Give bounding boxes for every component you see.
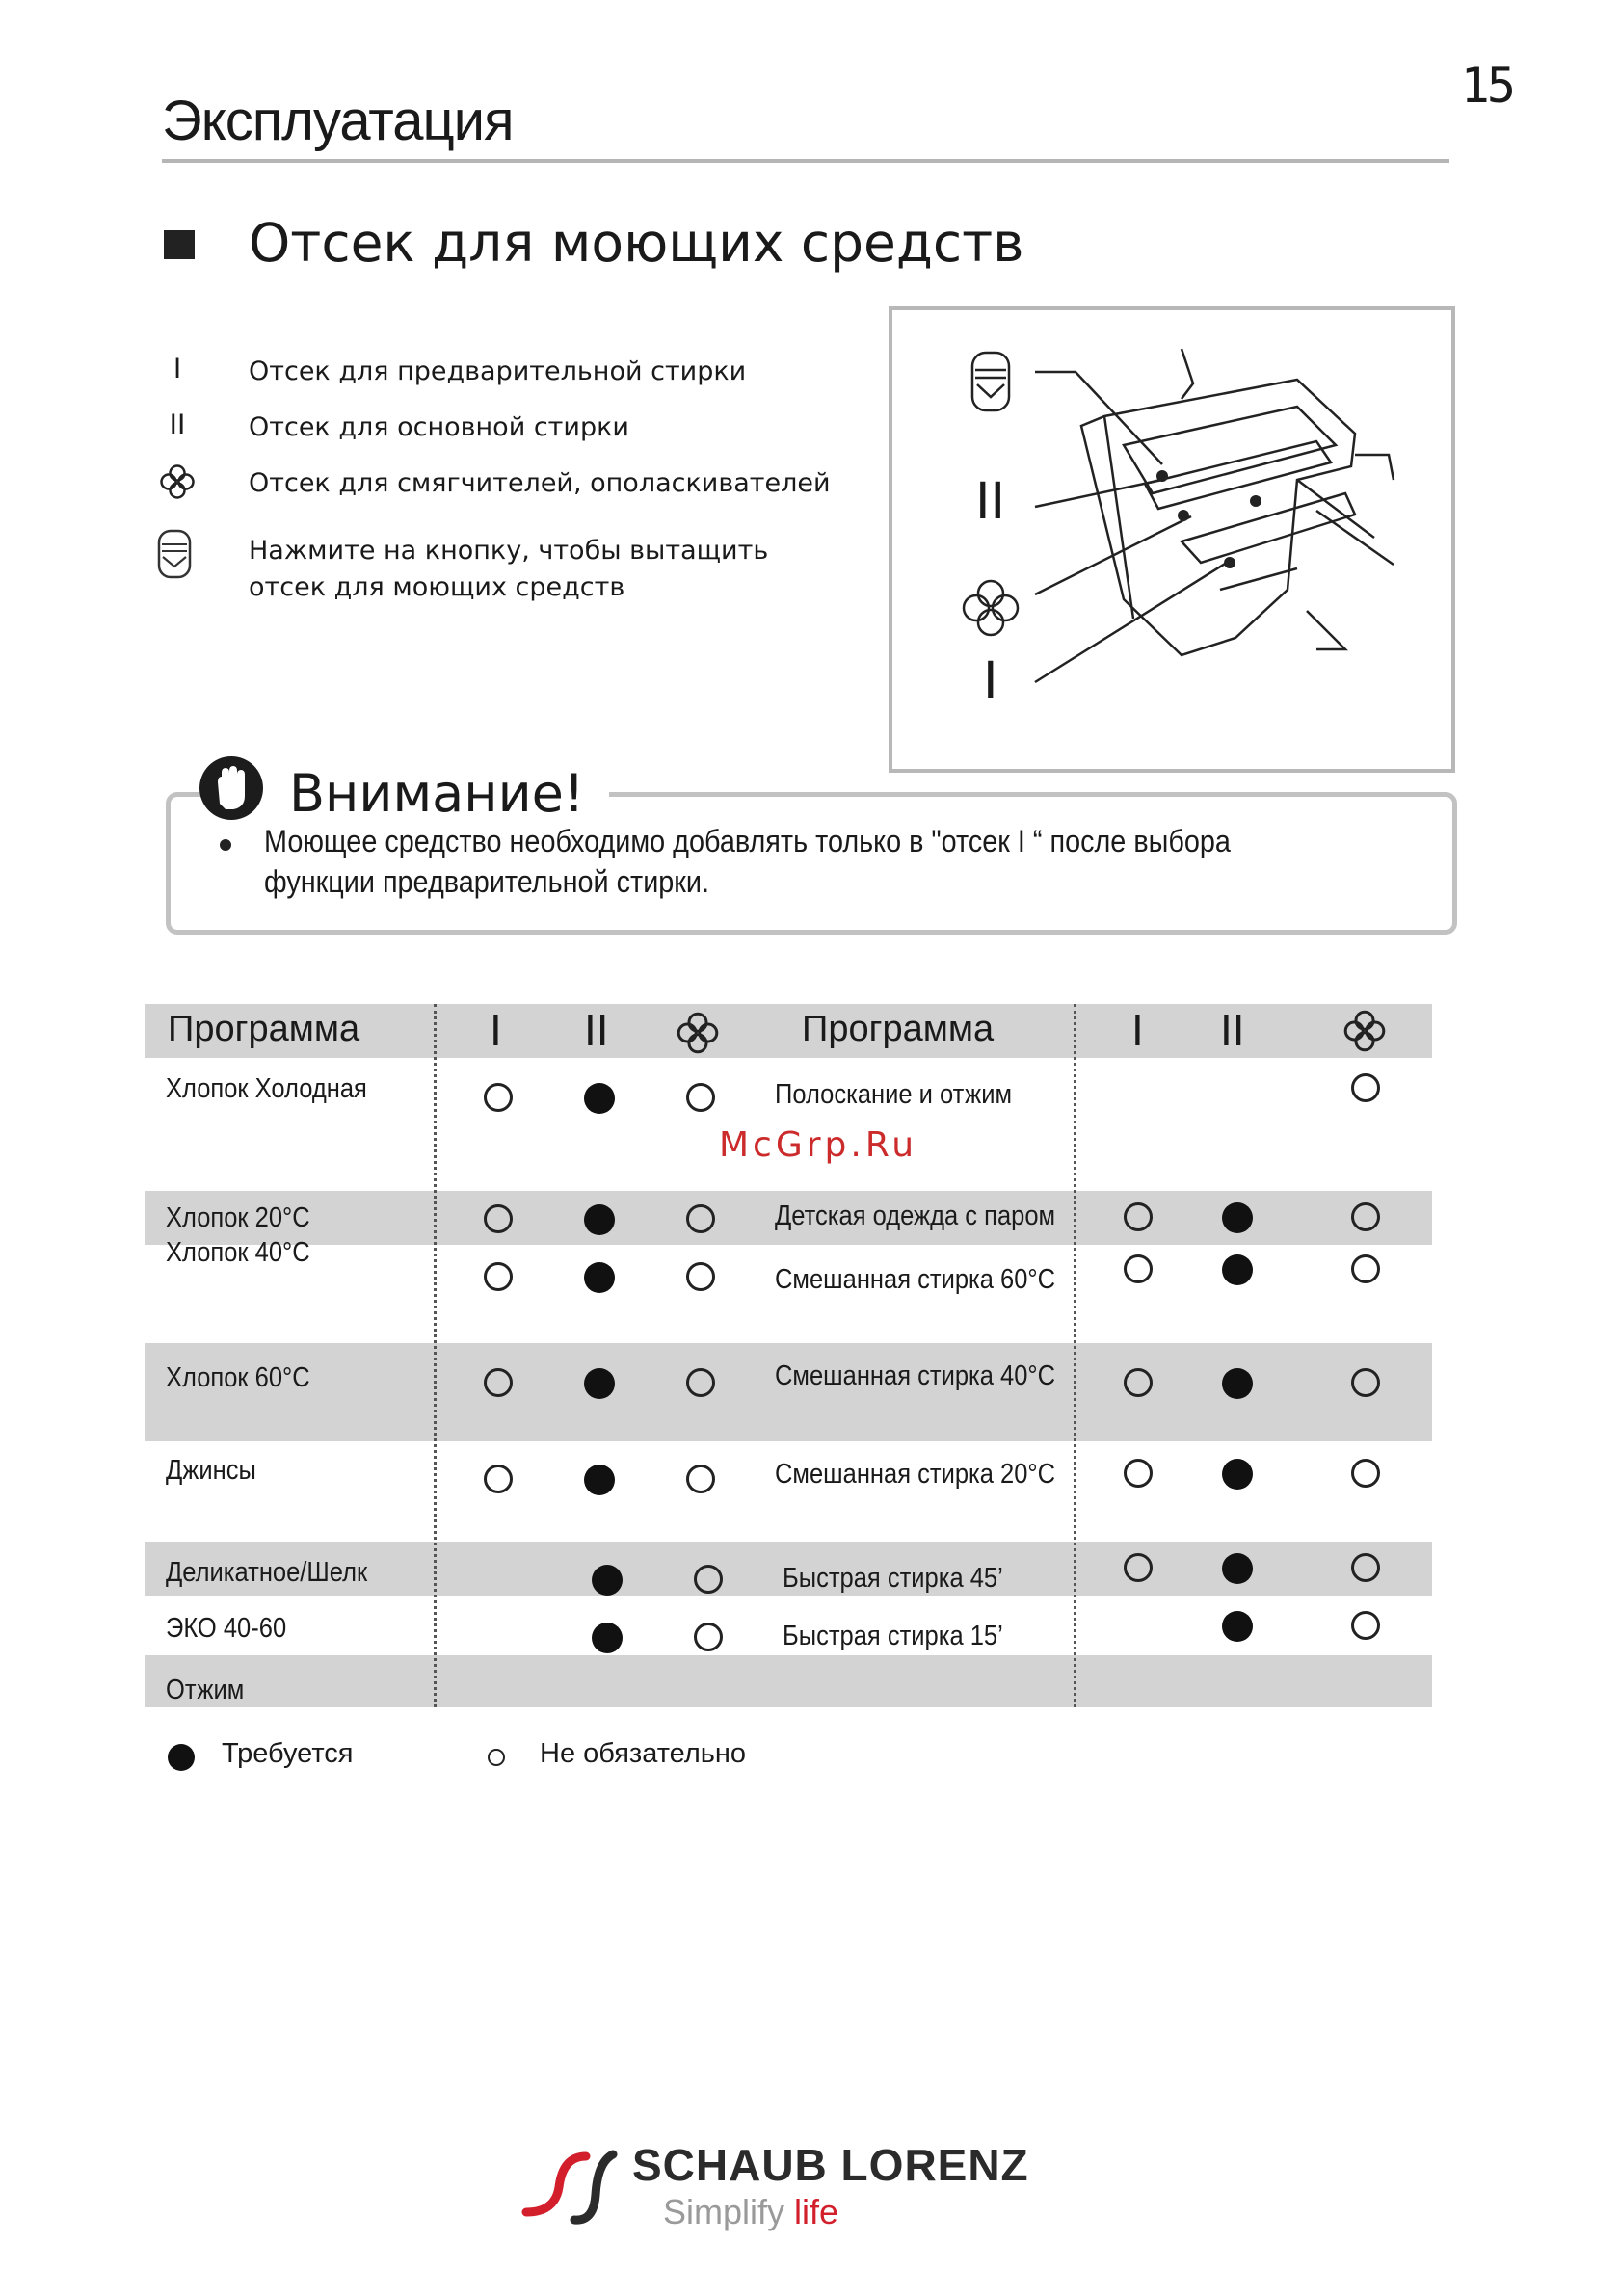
optional-dot-icon (484, 1262, 513, 1291)
brand-logo-icon (517, 2145, 628, 2231)
dispenser-drawing (892, 310, 1451, 769)
bullet-icon (220, 839, 231, 851)
optional-dot-icon (1351, 1611, 1380, 1640)
program-name-right: Детская одежда с паром (775, 1201, 1056, 1231)
header-i-left: I (490, 1005, 502, 1055)
brand-tagline-main: Simplify (663, 2192, 785, 2231)
brand-name: SCHAUB LORENZ (632, 2140, 1029, 2190)
flower-icon (158, 462, 197, 501)
optional-dot-icon (1124, 1202, 1153, 1231)
drawer-button-icon (156, 528, 193, 580)
warning-title: Внимание! (289, 763, 585, 824)
optional-dot-icon (1351, 1202, 1380, 1231)
legend-text-prewash: Отсек для предварительной стирки (249, 356, 747, 386)
optional-dot-icon (686, 1204, 715, 1233)
legend-text-mainwash: Отсек для основной стирки (249, 412, 629, 442)
key-required-label: Требуется (222, 1738, 354, 1769)
required-dot-icon (584, 1368, 615, 1399)
header-i-right: I (1131, 1005, 1144, 1055)
table-divider (1074, 1004, 1076, 1707)
required-dot-icon (584, 1465, 615, 1495)
required-dot-icon (168, 1744, 195, 1771)
required-dot-icon (1222, 1553, 1253, 1584)
page-number: 15 (1460, 58, 1513, 114)
optional-dot-icon (686, 1465, 715, 1493)
optional-dot-icon (1351, 1368, 1380, 1397)
optional-dot-icon (1124, 1553, 1153, 1582)
legend-symbol-i: I (173, 353, 182, 384)
program-name-left: ЭКО 40-60 (166, 1613, 287, 1644)
program-name-left: Деликатное/Шелк (166, 1557, 368, 1588)
header-ii-left: II (584, 1005, 609, 1055)
figure-label-i: I (983, 648, 998, 709)
subsection-title: Отсек для моющих средств (249, 212, 1024, 274)
required-dot-icon (1222, 1202, 1253, 1233)
legend-text-softener: Отсек для смягчителей, ополаскивателей (249, 468, 831, 498)
required-dot-icon (584, 1262, 615, 1293)
program-name-left: Хлопок 40°C (166, 1237, 310, 1268)
warning-text (264, 821, 1231, 902)
optional-dot-icon (1124, 1368, 1153, 1397)
required-dot-icon (1222, 1459, 1253, 1490)
header-ii-right: II (1220, 1005, 1245, 1055)
header-softener-right-icon (1341, 1008, 1388, 1054)
required-dot-icon (592, 1623, 623, 1653)
optional-dot-icon (686, 1083, 715, 1112)
header-program-right: Программа (802, 1009, 995, 1049)
header-program-left: Программа (168, 1009, 360, 1049)
optional-dot-icon (694, 1565, 723, 1594)
optional-dot-icon (484, 1083, 513, 1112)
program-name-right: Быстрая стирка 15’ (783, 1621, 1003, 1651)
legend-symbol-ii: II (169, 409, 186, 440)
table-divider (434, 1004, 437, 1707)
optional-dot-icon (484, 1368, 513, 1397)
brand-tagline (663, 2192, 838, 2232)
required-dot-icon (584, 1204, 615, 1235)
square-bullet-icon (164, 230, 195, 259)
figure-label-ii: II (975, 469, 1006, 530)
header-softener-left-icon (675, 1010, 721, 1056)
legend-text-button-line1: Нажмите на кнопку, чтобы вытащить (249, 536, 769, 566)
program-name-left: Отжим (166, 1675, 245, 1705)
watermark: McGrp.Ru (719, 1125, 918, 1165)
section-title: Эксплуатация (162, 90, 514, 152)
warning-line-1: Моющее средство необходимо добавлять только в "отсек I “ после выбора (264, 824, 1231, 858)
optional-dot-icon (686, 1368, 715, 1397)
optional-dot-icon (484, 1204, 513, 1233)
optional-dot-icon (694, 1623, 723, 1651)
program-name-left: Джинсы (166, 1455, 256, 1486)
optional-dot-icon (1351, 1459, 1380, 1488)
program-name-right: Быстрая стирка 45’ (783, 1563, 1003, 1594)
legend-text-button-line2: отсек для моющих средств (249, 572, 625, 602)
title-divider (162, 159, 1449, 163)
row-band (145, 1655, 1432, 1707)
optional-dot-icon (686, 1262, 715, 1291)
program-name-right: Смешанная стирка 60°C (775, 1264, 1056, 1295)
program-name-left: Хлопок Холодная (166, 1073, 367, 1104)
optional-dot-icon (488, 1749, 505, 1766)
optional-dot-icon (1351, 1553, 1380, 1582)
program-name-left: Хлопок 20°C (166, 1202, 310, 1233)
optional-dot-icon (484, 1465, 513, 1493)
required-dot-icon (584, 1083, 615, 1114)
program-name-right: Смешанная стирка 20°C (775, 1459, 1056, 1490)
required-dot-icon (1222, 1611, 1253, 1642)
optional-dot-icon (1351, 1254, 1380, 1283)
optional-dot-icon (1351, 1073, 1380, 1102)
brand-tagline-accent: life (794, 2192, 839, 2231)
required-dot-icon (1222, 1254, 1253, 1285)
required-dot-icon (592, 1565, 623, 1596)
optional-dot-icon (1124, 1254, 1153, 1283)
warning-line-2: функции предварительной стирки. (264, 864, 709, 899)
required-dot-icon (1222, 1368, 1253, 1399)
optional-dot-icon (1124, 1459, 1153, 1488)
key-optional-label: Не обязательно (540, 1738, 747, 1769)
program-name-right: Смешанная стирка 40°C (775, 1360, 1056, 1391)
stop-hand-icon (197, 753, 266, 823)
dispenser-figure (889, 306, 1455, 773)
program-name-left: Хлопок 60°C (166, 1362, 310, 1393)
program-name-right: Полоскание и отжим (775, 1079, 1013, 1110)
